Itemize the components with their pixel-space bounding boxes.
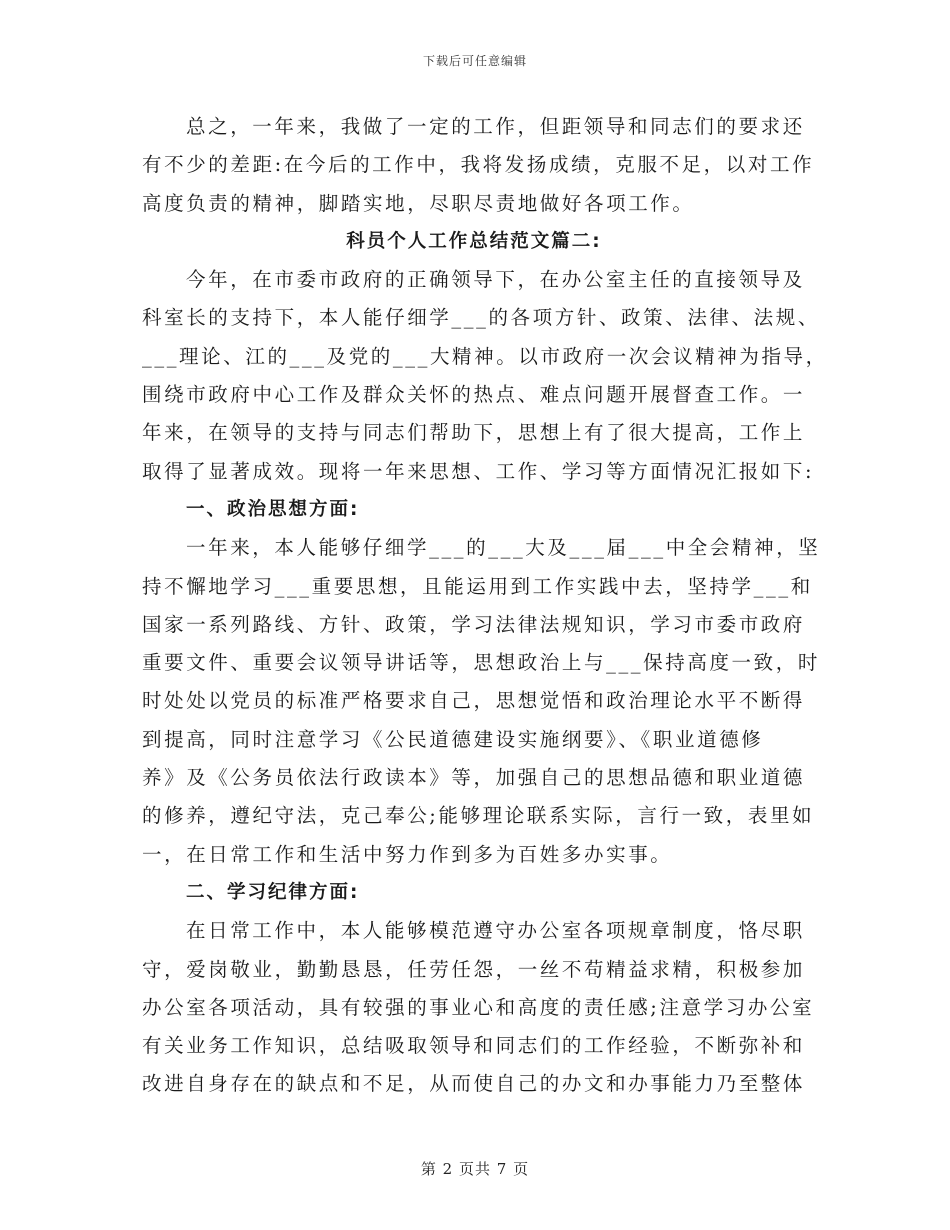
section-heading: 一、政治思想方面: (186, 498, 360, 520)
page-footer: 第 2 页共 7 页 (420, 1160, 530, 1178)
paragraph-line: 有关业务工作知识，总结吸取领导和同志们的工作经验，不断弥补和 (142, 1034, 806, 1058)
paragraph-line: 一年来，本人能够仔细学___的___大及___届___中全会精神，坚 (186, 536, 821, 560)
section-title: 科员个人工作总结范文篇二: (346, 230, 602, 252)
paragraph-line: 重要文件、重要会议领导讲话等，思想政治上与___保持高度一致，时 (142, 651, 820, 675)
paragraph-line: 的修养，遵纪守法，克己奉公;能够理论联系实际，言行一致，表里如 (142, 804, 815, 828)
paragraph-line: 高度负责的精神，脚踏实地，尽职尽责地做好各项工作。 (142, 191, 695, 215)
section-heading: 二、学习纪律方面: (186, 881, 360, 903)
header-note: 下载后可任意编辑 (422, 54, 527, 68)
paragraph-line: 科室长的支持下，本人能仔细学___的各项方针、政策、法律、法规、 (142, 306, 820, 330)
paragraph-line: 到提高，同时注意学习《公民道德建设实施纲要》、《职业道德修 (142, 727, 764, 751)
paragraph-line: 有不少的差距:在今后的工作中，我将发扬成绩，克服不足，以对工作 (142, 153, 815, 177)
paragraph-line: 守，爱岗敬业，勤勤恳恳，任劳任怨，一丝不苟精益求精，积极参加 (142, 957, 806, 981)
paragraph-line: 总之，一年来，我做了一定的工作，但距领导和同志们的要求还 (186, 115, 805, 138)
paragraph-line: 时处处以党员的标准严格要求自己，思想觉悟和政治理论水平不断得 (142, 689, 806, 713)
paragraph-line: 围绕市政府中心工作及群众关怀的热点、难点问题开展督查工作。一 (142, 383, 806, 407)
paragraph-line: 一，在日常工作和生活中努力作到多为百姓多办实事。 (142, 842, 673, 866)
paragraph-line: 取得了显著成效。现将一年来思想、工作、学习等方面情况汇报如下: (142, 459, 815, 483)
paragraph-line: 在日常工作中，本人能够模范遵守办公室各项规章制度，恪尽职 (186, 919, 805, 943)
paragraph-line: 改进自身存在的缺点和不足，从而使自己的办文和办事能力乃至整体 (142, 1072, 806, 1096)
document-body (142, 108, 828, 1104)
paragraph-line: 办公室各项活动，具有较强的事业心和高度的责任感;注意学习办公室 (142, 995, 815, 1019)
paragraph-line: 养》及《公务员依法行政读本》等，加强自己的思想品德和职业道德 (142, 766, 806, 790)
paragraph-line: 国家一系列路线、方针、政策，学习法律法规知识，学习市委市政府 (142, 612, 806, 636)
paragraph-line: 今年，在市委市政府的正确领导下，在办公室主任的直接领导及 (186, 268, 805, 292)
paragraph-line: 持不懈地学习___重要思想，且能运用到工作实践中去，坚持学___和 (142, 574, 813, 598)
paragraph-line: 年来，在领导的支持与同志们帮助下，思想上有了很大提高，工作上 (142, 421, 806, 445)
paragraph-line: ___理论、江的___及党的___大精神。以市政府一次会议精神为指导， (142, 344, 828, 368)
